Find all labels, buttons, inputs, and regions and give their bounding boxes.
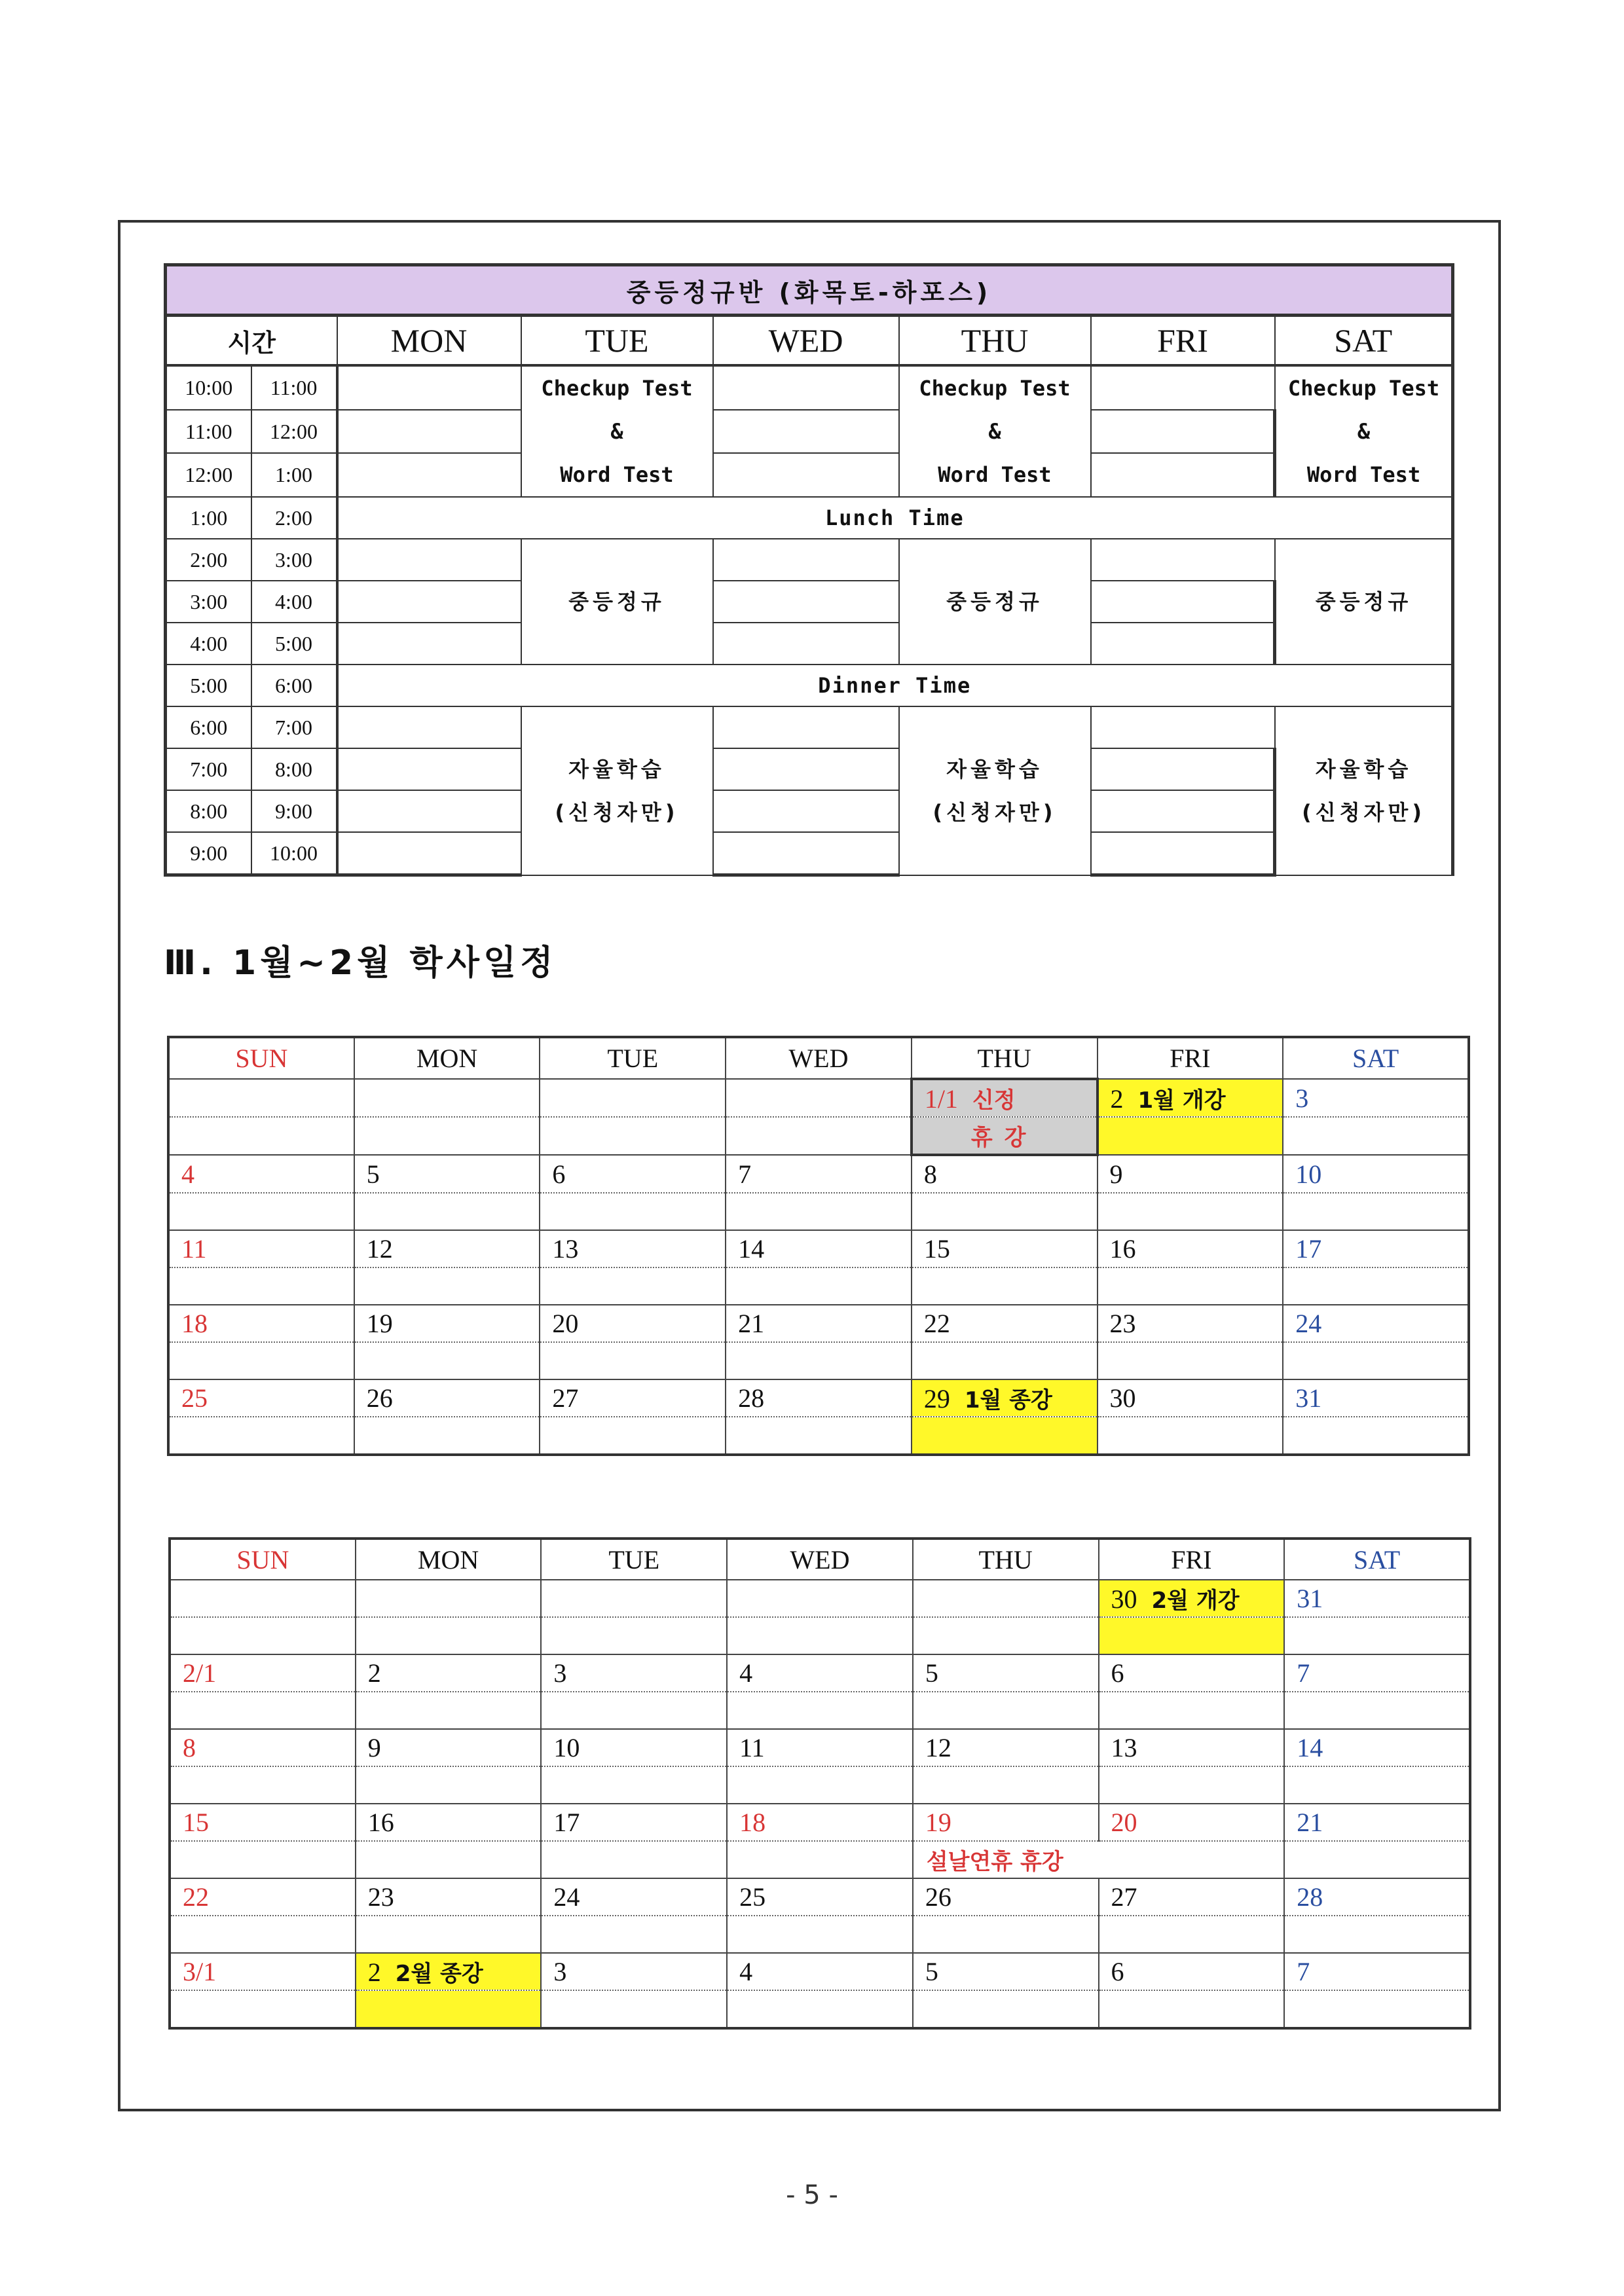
time-start: 1:00 [166,497,251,539]
calendar-day: 24 [541,1878,727,1916]
calendar-day: 9 [356,1729,542,1766]
checkup-line3: Word Test [1306,462,1421,487]
tue-checkup-cell [521,365,713,497]
calendar-day: 14 [1284,1729,1470,1766]
calendar-day: 22 [170,1878,356,1916]
cal-header-thu: THU [913,1539,1099,1580]
empty-cell [713,790,899,832]
time-end: 8:00 [251,748,337,790]
calendar-day: 8 [912,1155,1098,1193]
calendar-day: 27 [540,1379,726,1417]
empty-cell [713,623,899,665]
calendar-day-holiday: 18 [727,1804,913,1841]
page-number: - 5 - [786,2180,838,2210]
sat-checkup-cell [1275,365,1453,497]
empty-cell [713,706,899,748]
empty-cell [1091,581,1275,623]
header-sat: SAT [1275,316,1453,366]
calendar-day: 4 [727,1654,913,1692]
time-start: 8:00 [166,790,251,832]
calendar-day: 28 [1284,1878,1470,1916]
schedule-title: 중등정규반 (화목토-하포스) [166,265,1453,316]
calendar-day [170,1580,356,1617]
sat-regular-class: 중등정규 [1275,539,1453,665]
time-end: 4:00 [251,581,337,623]
calendar-day: 16 [356,1804,542,1841]
calendar-day: 26 [354,1379,540,1417]
cal-header-tue: TUE [540,1037,726,1079]
dinner-time-cell: Dinner Time [337,665,1453,706]
calendar-day: 3 [541,1953,727,1990]
checkup-line3: Word Test [938,462,1052,487]
checkup-line1: Checkup Test [919,376,1071,401]
study-line1: 자율학습 [568,756,665,782]
checkup-line2: & [610,419,623,444]
time-end: 10:00 [251,832,337,875]
calendar-day: 20 [540,1305,726,1342]
january-calendar [167,1036,1470,1456]
cal-header-tue: TUE [541,1539,727,1580]
calendar-day: 24 [1283,1305,1469,1342]
time-start: 7:00 [166,748,251,790]
day-number: 2 [1110,1084,1124,1114]
calendar-day: 21 [1284,1804,1470,1841]
calendar-day: 4 [168,1155,354,1193]
time-end: 5:00 [251,623,337,665]
time-end: 1:00 [251,453,337,497]
calendar-day: 5 [913,1953,1099,1990]
day-number: 29 [923,1384,950,1413]
sat-self-study [1275,706,1453,875]
calendar-day: 4 [727,1953,913,1990]
calendar-day: 21 [726,1305,912,1342]
empty-cell [713,748,899,790]
checkup-line2: & [988,419,1001,444]
time-start: 11:00 [166,410,251,454]
time-end: 7:00 [251,706,337,748]
time-start: 5:00 [166,665,251,706]
calendar-day: 15 [912,1230,1098,1267]
empty-cell [337,748,521,790]
jan-close-note: 1월 종강 [964,1387,1052,1413]
calendar-day: 23 [356,1878,542,1916]
calendar-day: 13 [540,1230,726,1267]
calendar-day: 23 [1098,1305,1283,1342]
calendar-day: 2 [356,1654,542,1692]
calendar-day: 30 [1098,1379,1283,1417]
highlight-fill [1098,1117,1283,1155]
feb-open-note: 2월 개강 [1151,1588,1240,1614]
empty-cell [337,365,521,410]
cal-header-sat: SAT [1284,1539,1470,1580]
checkup-line1: Checkup Test [541,376,693,401]
empty-cell [337,410,521,454]
study-line2: (신청자만) [555,799,679,825]
calendar-day-feb-open [1099,1580,1285,1617]
cal-header-sun: SUN [168,1037,354,1079]
calendar-day: 16 [1098,1230,1283,1267]
calendar-day: 31 [1283,1379,1469,1417]
time-start: 12:00 [166,453,251,497]
time-start: 3:00 [166,581,251,623]
feb-close-note: 2월 종강 [395,1961,483,1987]
calendar-day: 25 [727,1878,913,1916]
calendar-day [913,1580,1099,1617]
empty-cell [1091,623,1275,665]
empty-cell [713,539,899,581]
empty-cell [337,832,521,875]
tue-regular-class: 중등정규 [521,539,713,665]
jan-open-note: 1월 개강 [1137,1087,1226,1114]
calendar-day: 17 [541,1804,727,1841]
calendar-day: 10 [541,1729,727,1766]
calendar-day [356,1580,542,1617]
cal-header-fri: FRI [1098,1037,1283,1079]
time-end: 9:00 [251,790,337,832]
checkup-line1: Checkup Test [1287,376,1440,401]
time-end: 11:00 [251,365,337,410]
empty-cell [337,790,521,832]
calendar-day [727,1580,913,1617]
empty-cell [337,623,521,665]
empty-cell [713,453,899,497]
calendar-day-holiday: 20 [1099,1804,1285,1841]
calendar-day: 9 [1098,1155,1283,1193]
calendar-day: 3/1 [170,1953,356,1990]
header-fri: FRI [1091,316,1275,366]
calendar-day: 6 [1099,1654,1285,1692]
calendar-day: 26 [913,1878,1099,1916]
calendar-day: 18 [168,1305,354,1342]
calendar-day [168,1079,354,1117]
thu-regular-class: 중등정규 [899,539,1091,665]
study-line1: 자율학습 [1315,756,1412,782]
cal-header-sat: SAT [1283,1037,1469,1079]
empty-cell [1091,748,1275,790]
cal-header-sun: SUN [170,1539,356,1580]
calendar-day [354,1079,540,1117]
lunch-time-cell: Lunch Time [337,497,1453,539]
time-end: 12:00 [251,410,337,454]
checkup-line2: & [1357,419,1371,444]
calendar-day [540,1079,726,1117]
calendar-day: 2/1 [170,1654,356,1692]
header-thu: THU [899,316,1091,366]
cal-header-fri: FRI [1099,1539,1285,1580]
calendar-day: 19 [354,1305,540,1342]
calendar-day: 12 [354,1230,540,1267]
study-line2: (신청자만) [932,799,1057,825]
header-wed: WED [713,316,899,366]
empty-cell [713,365,899,410]
calendar-day: 12 [913,1729,1099,1766]
empty-cell [1091,365,1275,410]
empty-cell [1091,539,1275,581]
calendar-day: 6 [1099,1953,1285,1990]
empty-cell [1091,706,1275,748]
calendar-day: 7 [726,1155,912,1193]
lunar-new-year-note: 설날연휴 휴강 [913,1841,1284,1878]
calendar-day: 8 [170,1729,356,1766]
study-line2: (신청자만) [1302,799,1426,825]
day-number: 2 [367,1958,381,1987]
time-start: 6:00 [166,706,251,748]
time-start: 9:00 [166,832,251,875]
highlight-fill [1099,1617,1285,1654]
header-mon: MON [337,316,521,366]
calendar-day: 28 [726,1379,912,1417]
thu-checkup-cell [899,365,1091,497]
time-start: 10:00 [166,365,251,410]
tue-self-study [521,706,713,875]
cal-header-wed: WED [727,1539,913,1580]
time-end: 6:00 [251,665,337,706]
calendar-day: 17 [1283,1230,1469,1267]
calendar-day [726,1079,912,1117]
calendar-day: 13 [1099,1729,1285,1766]
calendar-day: 25 [168,1379,354,1417]
calendar-day: 7 [1284,1953,1470,1990]
calendar-day-feb-close [356,1953,542,1990]
calendar-day [541,1580,727,1617]
calendar-day: 22 [912,1305,1098,1342]
calendar-day: 11 [727,1729,913,1766]
empty-cell [337,706,521,748]
checkup-line3: Word Test [560,462,674,487]
calendar-day: 15 [170,1804,356,1841]
calendar-day: 5 [354,1155,540,1193]
cal-header-mon: MON [354,1037,540,1079]
calendar-day: 11 [168,1230,354,1267]
thu-self-study [899,706,1091,875]
time-end: 3:00 [251,539,337,581]
empty-cell [713,581,899,623]
study-line1: 자율학습 [946,756,1043,782]
empty-cell [337,581,521,623]
calendar-day: 5 [913,1654,1099,1692]
empty-cell [1091,790,1275,832]
header-tue: TUE [521,316,713,366]
time-end: 2:00 [251,497,337,539]
empty-cell [713,832,899,875]
day-number: 1/1 [924,1084,958,1114]
calendar-day-jan-open [1098,1079,1283,1117]
empty-cell [1091,832,1275,875]
calendar-day-holiday: 19 [913,1804,1099,1841]
cal-header-mon: MON [356,1539,542,1580]
calendar-day: 14 [726,1230,912,1267]
cal-header-wed: WED [726,1037,912,1079]
calendar-day: 7 [1284,1654,1470,1692]
calendar-day: 31 [1284,1580,1470,1617]
newyear-note: 신정 [972,1087,1016,1114]
calendar-day: 3 [541,1654,727,1692]
highlight-fill [356,1990,542,2028]
highlight-fill [912,1417,1098,1455]
empty-cell [1091,453,1275,497]
empty-cell [337,453,521,497]
newyear-holiday-note: 휴강 [912,1117,1098,1155]
time-start: 4:00 [166,623,251,665]
calendar-day: 3 [1283,1079,1469,1117]
empty-cell [713,410,899,454]
calendar-day-jan-close [912,1379,1098,1417]
calendar-day: 27 [1099,1878,1285,1916]
february-calendar [168,1537,1471,2030]
section-title: Ⅲ. 1월~2월 학사일정 [164,943,557,983]
calendar-day: 6 [540,1155,726,1193]
empty-cell [337,539,521,581]
time-start: 2:00 [166,539,251,581]
day-number: 30 [1111,1584,1137,1614]
class-schedule-table [164,263,1454,877]
empty-cell [1091,410,1275,454]
cal-header-thu: THU [912,1037,1098,1079]
calendar-day: 10 [1283,1155,1469,1193]
header-time: 시간 [166,316,337,366]
calendar-day-newyear [912,1079,1098,1117]
